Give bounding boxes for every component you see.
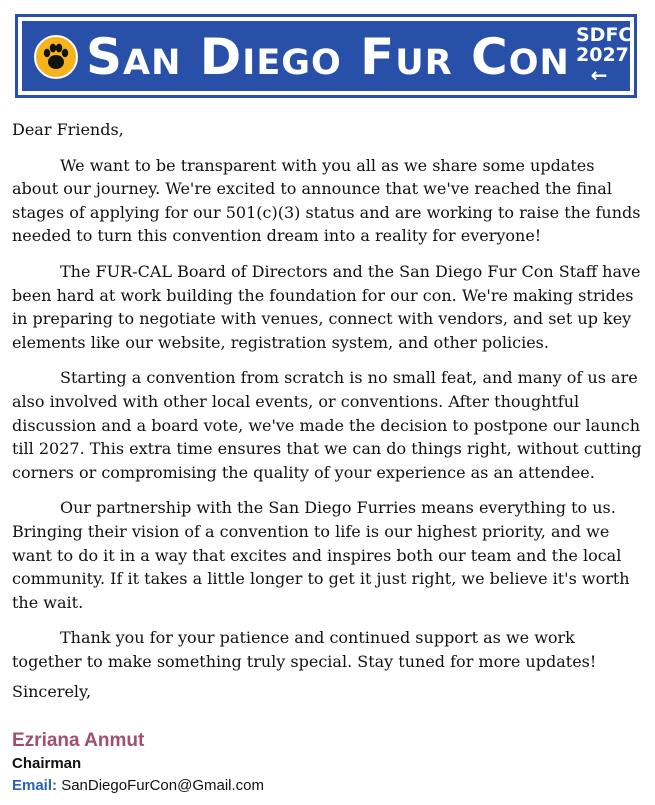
paragraph-1: We want to be transparent with you all as we share some updates about our journey. We're excited to announce that we've reached the final stages of applying for our 501(c)(3) status and are working to raise the funds needed to turn this convention dream into a reality for everyone!: [12, 155, 641, 246]
paragraph-5: Thank you for your patience and continued support as we work together to make something truly special. Stay tuned for more updates!: [12, 628, 597, 671]
letter-body: [12, 118, 642, 685]
signoff: Sincerely,: [12, 682, 92, 701]
badge-abbrev: SDFC: [576, 24, 633, 46]
banner-sign: [20, 19, 632, 93]
paragraph-2: The FUR-CAL Board of Directors and the San Diego Fur Con Staff have been hard at work building the foundation for our con. We're making strides in preparing to negotiate with venues, connect with vendors, and set up key elements like our website, registration system, and other policies.: [12, 261, 641, 352]
greeting: Dear Friends,: [12, 120, 124, 139]
signer-title: Chairman: [12, 755, 82, 772]
signer-email: [12, 777, 264, 794]
email-address[interactable]: SanDiegoFurCon@Gmail.com: [61, 777, 264, 794]
badge-year: 2027: [576, 44, 629, 66]
arrow-left-icon: ←: [590, 63, 608, 87]
paw-icon: [34, 35, 78, 79]
signer-name: Ezriana Anmut: [12, 730, 145, 751]
email-label: Email:: [12, 777, 58, 794]
header-banner: [15, 14, 637, 98]
paragraph-3: Starting a convention from scratch is no small feat, and many of us are also involved with other local events, or conventions. After thoughtful discussion and a board vote, we've made the decision to postpone our launch till 2027. This extra time ensures that we can do things right, without cutting corners or compromising the quality of your experience as an attendee.: [12, 368, 642, 482]
sdfc-badge: [576, 24, 633, 87]
paragraph-4: Our partnership with the San Diego Furries means everything to us. Bringing their vision of a convention to life is our highest priority, and we want to do it in a way that excites and inspires both our team and the local community. If it takes a little longer to get it just right, we believe it's worth the wait.: [12, 498, 630, 612]
banner-title: San Diego Fur Con: [86, 28, 570, 86]
